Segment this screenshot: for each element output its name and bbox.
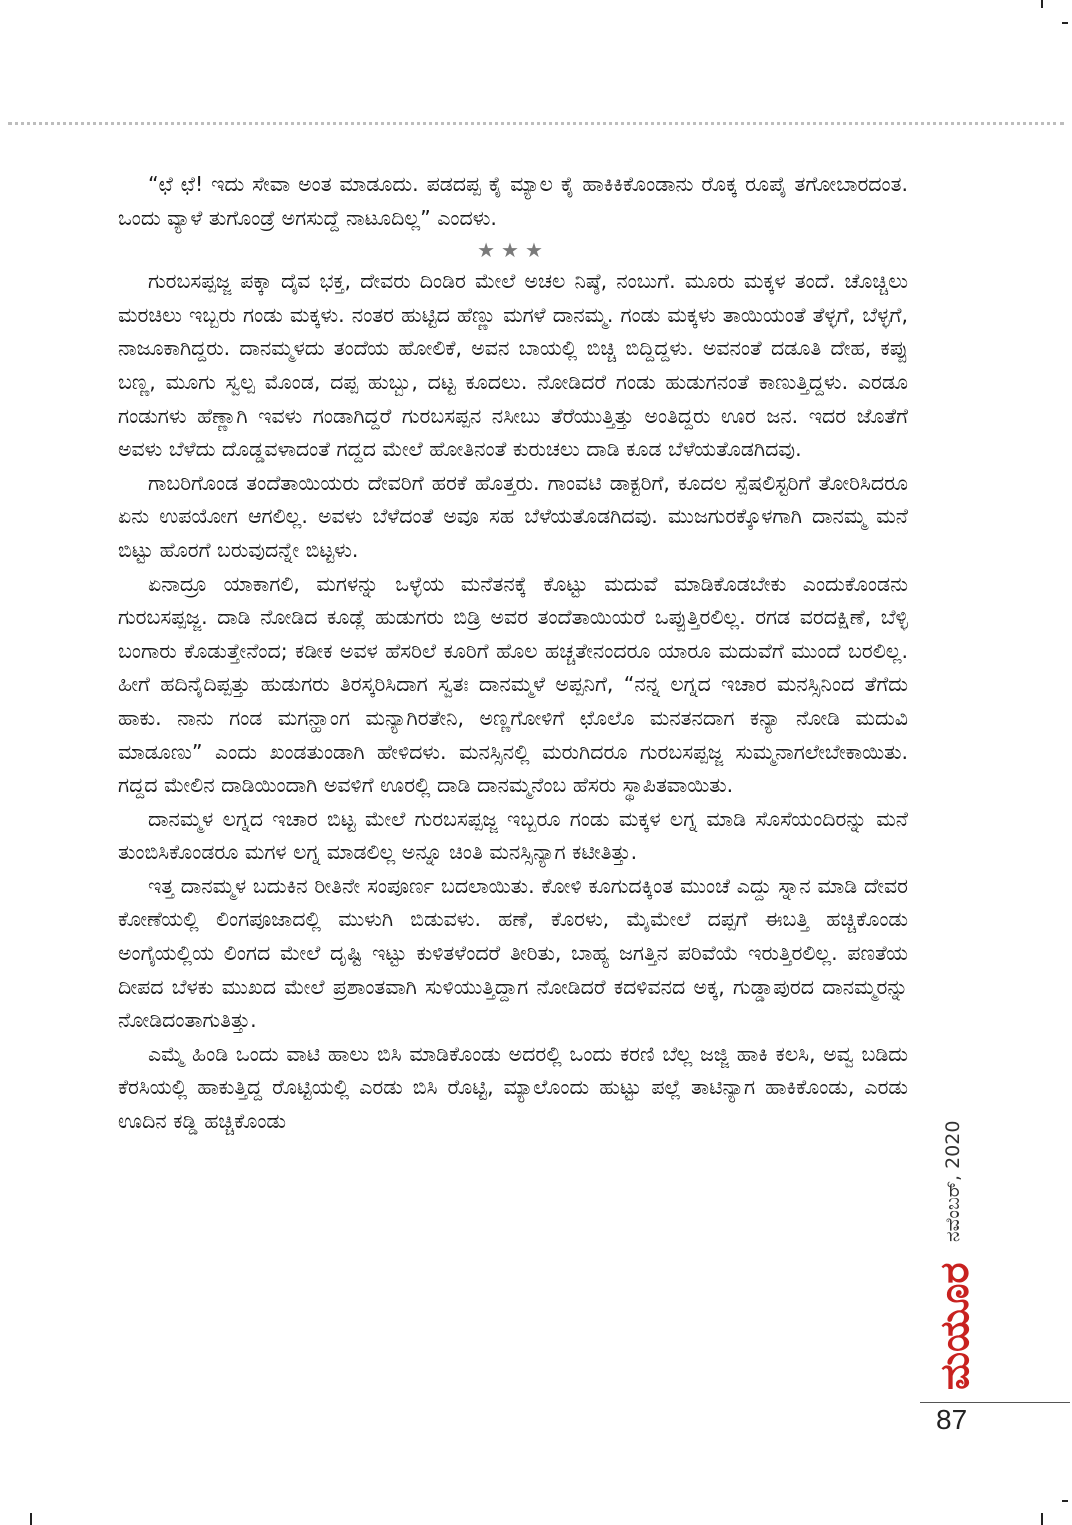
paragraph-2: ಗುರಬಸಪ್ಪಜ್ಜ ಪಕ್ಕಾ ದೈವ ಭಕ್ತ, ದೇವರು ದಿಂಡಿರ ಮೇಲೆ ಅಚಲ ನಿಷ್ಠೆ, ನಂಬುಗೆ. ಮೂರು ಮಕ್ಕಳ ತಂದೆ. ಚೊಚ್ಚಿಲು ಮರಚಿಲು ಇಬ್ಬರು ಗಂಡು ಮಕ್ಕಳು. ನಂತರ ಹುಟ್ಟಿದ ಹೆಣ್ಣು ಮಗಳೆ ದಾನಮ್ಮ. ಗಂಡು ಮಕ್ಕಳು ತಾಯಿಯಂತೆ ತೆಳ್ಳಗೆ, ಬೆಳ್ಳಗೆ, ನಾಜೂಕಾಗಿದ್ದರು. ದಾನಮ್ಮಳದು ತಂದೆಯ ಹೋಲಿಕೆ, ಅವನ ಬಾಯಲ್ಲಿ ಬಿಚ್ಚಿ ಬಿದ್ದಿದ್ದಳು. ಅವನಂತೆ ದಡೂತಿ ದೇಹ, ಕಪ್ಪು ಬಣ್ಣ, ಮೂಗು ಸ್ವಲ್ಪ ಮೊಂಡ, ದಪ್ಪ ಹುಬ್ಬು, ದಟ್ಟ ಕೂದಲು. ನೋಡಿದರೆ ಗಂಡು ಹುಡುಗನಂತೆ ಕಾಣುತ್ತಿದ್ದಳು. ಎರಡೂ ಗಂಡುಗಳು ಹೆಣ್ಣಾಗಿ ಇವಳು ಗಂಡಾಗಿದ್ದರೆ ಗುರಬಸಪ್ಪನ ನಸೀಬು ತೆರೆಯುತ್ತಿತ್ತು ಅಂತಿದ್ದರು ಊರ ಜನ. ಇದರ ಜೊತೆಗೆ ಅವಳು ಬೆಳೆದು ದೊಡ್ಡವಳಾದಂತೆ ಗದ್ದದ ಮೇಲೆ ಹೋತಿನಂತೆ ಕುರುಚಲು ದಾಡಿ ಕೂಡ ಬೆಳೆಯತೊಡಗಿದವು.: [118, 269, 908, 462]
paragraph-3: ಗಾಬರಿಗೊಂಡ ತಂದೆತಾಯಿಯರು ದೇವರಿಗೆ ಹರಕೆ ಹೊತ್ತರು. ಗಾಂವಟಿ ಡಾಕ್ಟರಿಗೆ, ಕೂದಲ ಸ್ಪೆಷಲಿಸ್ಟರಿಗೆ ತೋರಿಸಿದರೂ ಏನು ಉಪಯೋಗ ಆಗಲಿಲ್ಲ. ಅವಳು ಬೆಳೆದಂತೆ ಅವೂ ಸಹ ಬೆಳೆಯತೊಡಗಿದವು. ಮುಜಗುರಕ್ಕೊಳಗಾಗಿ ದಾನಮ್ಮ ಮನೆ ಬಿಟ್ಟು ಹೊರಗೆ ಬರುವುದನ್ನೇ ಬಿಟ್ಟಳು.: [118, 470, 908, 562]
crop-mark-bottom-left-tick: [30, 1513, 32, 1525]
crop-mark-top-right-tick: [1041, 0, 1043, 8]
paragraph-5: ದಾನಮ್ಮಳ ಲಗ್ನದ ಇಚಾರ ಬಿಟ್ಟ ಮೇಲೆ ಗುರಬಸಪ್ಪಜ್ಜ ಇಬ್ಬರೂ ಗಂಡು ಮಕ್ಕಳ ಲಗ್ನ ಮಾಡಿ ಸೊಸೆಯಂದಿರನ್ನು ಮನೆ ತುಂಬಿಸಿಕೊಂಡರೂ ಮಗಳ ಲಗ್ನ ಮಾಡಲಿಲ್ಲ ಅನ್ನೂ ಚಿಂತಿ ಮನಸ್ಸಿನ್ಯಾಗ ಕಟೀತಿತ್ತು.: [118, 806, 908, 865]
paragraph-1: “ಛೆ ಛೆ! ಇದು ಸೇವಾ ಅಂತ ಮಾಡೂದು. ಪಡದಪ್ಪ ಕೈ ಮ್ಯಾಲ ಕೈ ಹಾಕಿಕಿಕೊಂಡಾನು ರೊಕ್ಕ ರೂಪೈ ತಗೋಬಾರದಂತ. ಒಂದು ವ್ಯಾಳೆ ತುಗೊಂಡ್ರೆ ಅಗಸುದ್ದೆ ನಾಟೂದಿಲ್ಲ” ಎಂದಳು.: [118, 172, 908, 230]
section-separator: ★★★: [477, 238, 549, 263]
issue-date: ನವೆಂಬರ್, 2020: [942, 1120, 964, 1242]
crop-mark-bottom-right-tick: [1041, 1513, 1043, 1525]
paragraph-4: ಏನಾದ್ರೂ ಯಾಕಾಗಲಿ, ಮಗಳನ್ನು ಒಳ್ಳೆಯ ಮನೆತನಕ್ಕೆ ಕೊಟ್ಟು ಮದುವೆ ಮಾಡಿಕೊಡಬೇಕು ಎಂದುಕೊಂಡನು ಗುರಬಸಪ್ಪಜ್ಜ. ದಾಡಿ ನೋಡಿದ ಕೂಡ್ಲೆ ಹುಡುಗರು ಬಿಡ್ರಿ ಅವರ ತಂದೆತಾಯಿಯರೆ ಒಪ್ಪುತ್ತಿರಲಿಲ್ಲ. ರಗಡ ವರದಕ್ಷಿಣೆ, ಬೆಳ್ಳಿ ಬಂಗಾರು ಕೊಡುತ್ತೇನೆಂದ; ಕಡೀಕ ಅವಳ ಹೆಸರಿಲೆ ಕೂರಿಗೆ ಹೊಲ ಹಚ್ಚತೇನಂದರೂ ಯಾರೂ ಮದುವೆಗೆ ಮುಂದೆ ಬರಲಿಲ್ಲ. ಹೀಗೆ ಹದಿನೈದಿಪ್ಪತ್ತು ಹುಡುಗರು ತಿರಸ್ಕರಿಸಿದಾಗ ಸ್ವತಃ ದಾನಮ್ಮಳೆ ಅಪ್ಪನಿಗೆ, “ನನ್ನ ಲಗ್ನದ ಇಚಾರ ಮನಸ್ಸಿನಿಂದ ತೆಗೆದು ಹಾಕು. ನಾನು ಗಂಡ ಮಗನ್ಹಾಂಗ ಮನ್ಯಾಗಿರತೇನಿ, ಅಣ್ಣಗೋಳಿಗೆ ಛೊಲೊ ಮನತನದಾಗ ಕನ್ಯಾ ನೋಡಿ ಮದುವಿ ಮಾಡೂಣು” ಎಂದು ಖಂಡತುಂಡಾಗಿ ಹೇಳಿದಳು. ಮನಸ್ಸಿನಲ್ಲಿ ಮರುಗಿದರೂ ಗುರಬಸಪ್ಪಜ್ಜ ಸುಮ್ಮನಾಗಲೇಬೇಕಾಯಿತು. ಗದ್ದದ ಮೇಲಿನ ದಾಡಿಯಿಂದಾಗಿ ಅವಳಿಗೆ ಊರಲ್ಲಿ ದಾಡಿ ದಾನಮ್ಮನೆಂಬ ಹೆಸರು ಸ್ಥಾಪಿತವಾಯಿತು.: [118, 571, 908, 798]
crop-mark-top-right-dash: [1062, 22, 1068, 24]
paragraph-7: ಎಮ್ಮೆ ಹಿಂಡಿ ಒಂದು ವಾಟಿ ಹಾಲು ಬಿಸಿ ಮಾಡಿಕೊಂಡು ಅದರಲ್ಲಿ ಒಂದು ಕರಣಿ ಬೆಲ್ಲ ಜಜ್ಜಿ ಹಾಕಿ ಕಲಸಿ, ಅವ್ವ ಬಡಿದು ಕೆರಸಿಯಲ್ಲಿ ಹಾಕುತ್ತಿದ್ದ ರೊಟ್ಟಿಯಲ್ಲಿ ಎರಡು ಬಿಸಿ ರೊಟ್ಟಿ, ಮ್ಯಾಲೊಂದು ಹುಟ್ಟು ಪಲ್ಲೆ ತಾಟಿನ್ಯಾಗ ಹಾಕಿಕೊಂಡು, ಎರಡು ಊದಿನ ಕಡ್ಡಿ ಹಚ್ಚಿಕೊಂಡು: [118, 1041, 908, 1134]
folio-rule: [920, 1402, 1070, 1403]
article-body: [118, 168, 908, 1139]
paragraph-6: ಇತ್ತ ದಾನಮ್ಮಳ ಬದುಕಿನ ರೀತಿನೇ ಸಂಪೂರ್ಣ ಬದಲಾಯಿತು. ಕೋಳಿ ಕೂಗುದಕ್ಕಿಂತ ಮುಂಚೆ ಎದ್ದು ಸ್ನಾನ ಮಾಡಿ ದೇವರ ಕೋಣೆಯಲ್ಲಿ ಲಿಂಗಪೂಜಾದಲ್ಲಿ ಮುಳುಗಿ ಬಿಡುವಳು. ಹಣೆ, ಕೊರಳು, ಮೈಮೇಲೆ ದಪ್ಪಗೆ ಈಬತ್ತಿ ಹಚ್ಚಿಕೊಂಡು ಅಂಗೈಯಲ್ಲಿಯ ಲಿಂಗದ ಮೇಲೆ ದೃಷ್ಟಿ ಇಟ್ಟು ಕುಳಿತಳೆಂದರೆ ತೀರಿತು, ಬಾಹ್ಯ ಜಗತ್ತಿನ ಪರಿವೆಯೆ ಇರುತ್ತಿರಲಿಲ್ಲ. ಪಣತೆಯ ದೀಪದ ಬೆಳಕು ಮುಖದ ಮೇಲೆ ಪ್ರಶಾಂತವಾಗಿ ಸುಳಿಯುತ್ತಿದ್ದಾಗ ನೋಡಿದರೆ ಕದಳಿವನದ ಅಕ್ಕ, ಗುಡ್ಡಾಪುರದ ದಾನಮ್ಮರನ್ನು ನೋಡಿದಂತಾಗುತಿತ್ತು.: [118, 873, 908, 1033]
magazine-logo: ಮಯೂರ: [932, 1262, 978, 1390]
page-number: 87: [936, 1404, 968, 1435]
header-dotted-rule: [8, 122, 1064, 125]
crop-mark-bottom-right-dash: [1062, 1500, 1068, 1502]
